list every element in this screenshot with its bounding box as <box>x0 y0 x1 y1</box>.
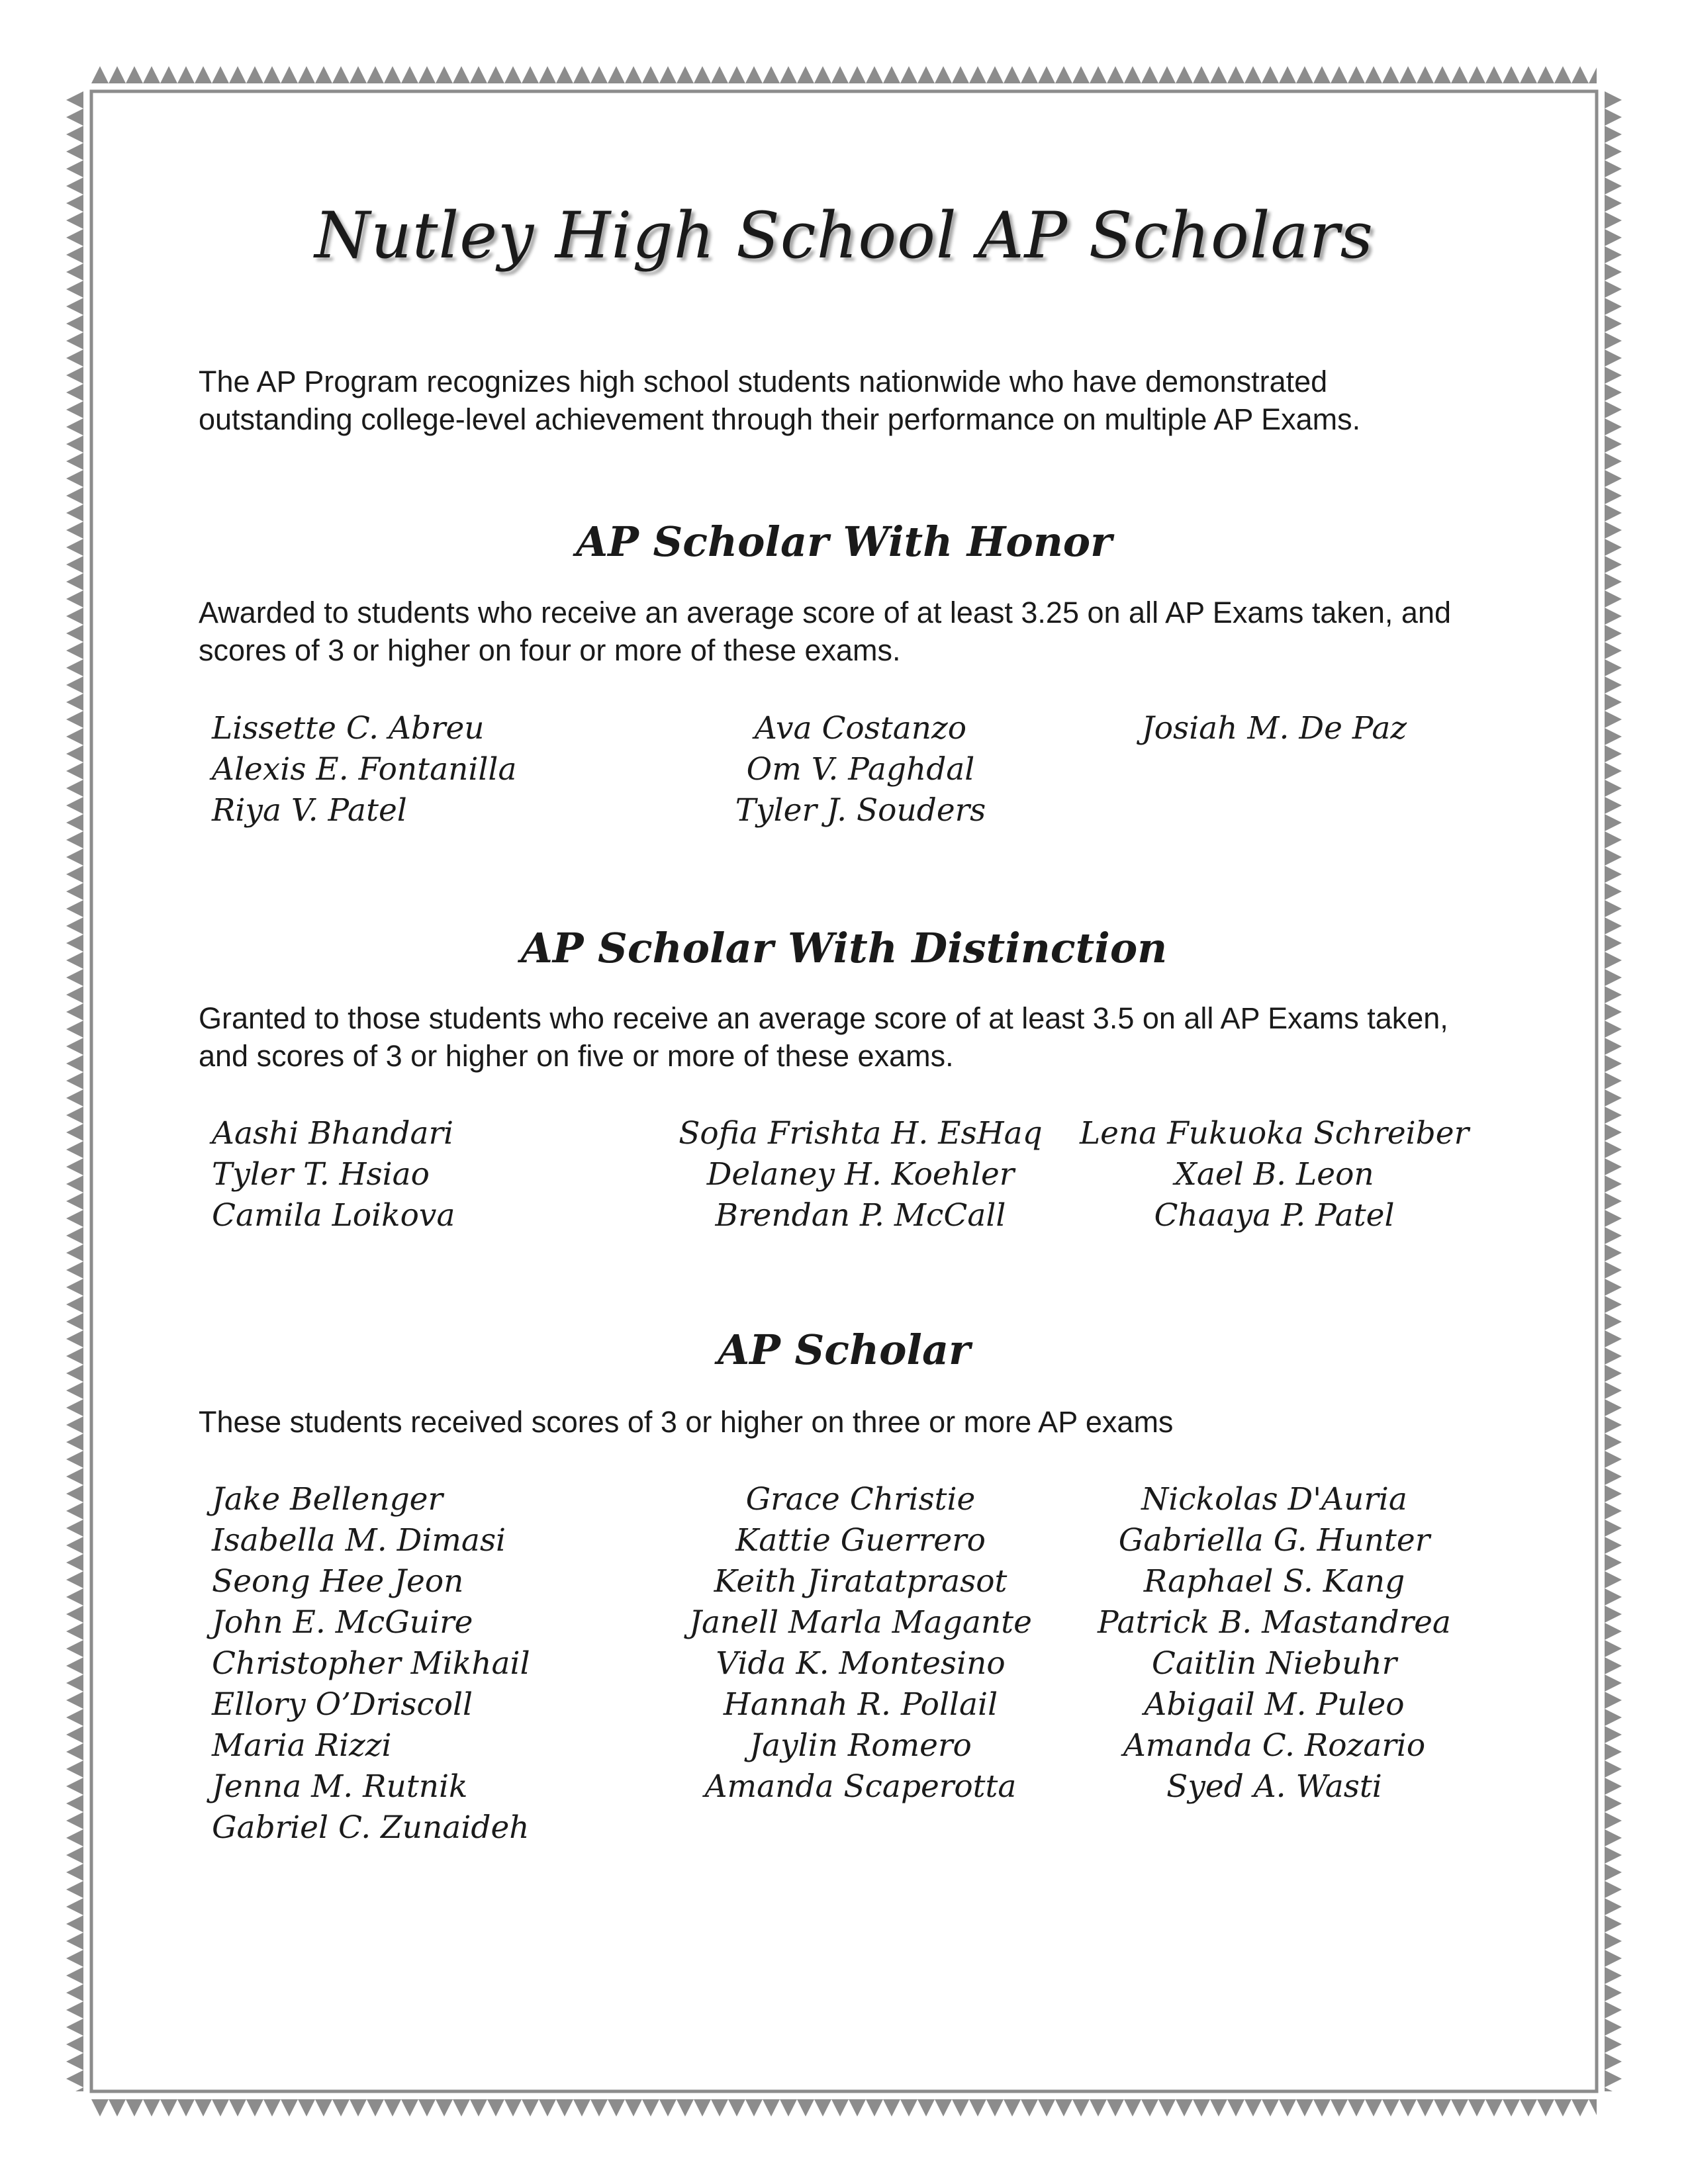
section-description-scholar: These students received scores of 3 or higher on three or more AP exams <box>199 1405 1174 1439</box>
list-item: Lena Fukuoka Schreiber <box>1079 1115 1470 1152</box>
list-item: Abigail M. Puleo <box>1144 1686 1405 1723</box>
scholar-column-1 <box>212 1479 655 1848</box>
list-item: Jaylin Romero <box>749 1727 972 1764</box>
scholar-name-list <box>212 1479 1483 1848</box>
honor-name-list <box>212 708 1483 831</box>
intro-paragraph: The AP Program recognizes high school students nationwide who have demonstrated outstanding college-level achievement through their performance on multiple AP Exams. <box>199 365 1361 436</box>
list-item: Amanda C. Rozario <box>1123 1727 1426 1764</box>
list-item: Tyler J. Souders <box>735 792 986 829</box>
list-item: Alexis E. Fontanilla <box>212 751 517 788</box>
list-item: Josiah M. De Paz <box>1141 710 1407 747</box>
list-item: Keith Jiratatprasot <box>714 1563 1008 1600</box>
list-item: Xael B. Leon <box>1174 1156 1374 1193</box>
list-item: Om V. Paghdal <box>746 751 975 788</box>
distinction-column-1 <box>212 1113 655 1236</box>
list-item: Tyler T. Hsiao <box>212 1156 430 1193</box>
list-item: Caitlin Niebuhr <box>1151 1645 1397 1682</box>
list-item: Syed A. Wasti <box>1166 1768 1382 1805</box>
list-item: Delaney H. Koehler <box>706 1156 1015 1193</box>
list-item: Vida K. Montesino <box>716 1645 1006 1682</box>
list-item: Raphael S. Kang <box>1143 1563 1405 1600</box>
distinction-name-list <box>212 1113 1483 1236</box>
list-item: Patrick B. Mastandrea <box>1098 1604 1451 1641</box>
list-item: Jenna M. Rutnik <box>212 1768 468 1805</box>
list-item: Ava Costanzo <box>754 710 967 747</box>
distinction-column-3 <box>1066 1113 1483 1236</box>
list-item: Gabriella G. Hunter <box>1118 1522 1430 1559</box>
list-item: John E. McGuire <box>212 1604 473 1641</box>
list-item: Isabella M. Dimasi <box>212 1522 506 1559</box>
distinction-column-2 <box>655 1113 1066 1236</box>
section-heading-distinction: AP Scholar With Distinction <box>520 924 1168 972</box>
list-item: Janell Marla Magante <box>689 1604 1032 1641</box>
list-item: Riya V. Patel <box>212 792 407 829</box>
section-description-honor: Awarded to students who receive an average score of at least 3.25 on all AP Exams taken, and scores of 3 or higher on four or more of these exams. <box>199 596 1451 667</box>
list-item: Gabriel C. Zunaideh <box>212 1809 530 1846</box>
list-item: Christopher Mikhail <box>212 1645 530 1682</box>
list-item: Amanda Scaperotta <box>704 1768 1017 1805</box>
list-item: Brendan P. McCall <box>715 1197 1006 1234</box>
list-item: Sofia Frishta H. EsHaq <box>679 1115 1043 1152</box>
scholar-column-2 <box>655 1479 1066 1848</box>
list-item: Camila Loikova <box>212 1197 455 1234</box>
list-item: Chaaya P. Patel <box>1154 1197 1395 1234</box>
page-title: Nutley High School AP Scholars <box>314 199 1374 273</box>
list-item: Nickolas D'Auria <box>1141 1481 1407 1518</box>
list-item: Lissette C. Abreu <box>212 710 485 747</box>
honor-column-1 <box>212 708 655 831</box>
honor-column-3 <box>1066 708 1483 831</box>
section-heading-scholar: AP Scholar <box>718 1326 970 1374</box>
list-item: Jake Bellenger <box>212 1481 443 1518</box>
list-item: Kattie Guerrero <box>735 1522 986 1559</box>
list-item: Aashi Bhandari <box>212 1115 454 1152</box>
list-item: Seong Hee Jeon <box>212 1563 464 1600</box>
section-description-distinction: Granted to those students who receive an average score of at least 3.5 on all AP Exams taken, and scores of 3 or higher on five or more of these exams. <box>199 1001 1448 1073</box>
document-body <box>199 0 1489 2184</box>
section-heading-honor: AP Scholar With Honor <box>576 518 1112 566</box>
list-item: Ellory O’Driscoll <box>212 1686 473 1723</box>
list-item: Hannah R. Pollail <box>723 1686 998 1723</box>
honor-column-2 <box>655 708 1066 831</box>
list-item: Grace Christie <box>745 1481 976 1518</box>
scholar-column-3 <box>1066 1479 1483 1848</box>
list-item: Maria Rizzi <box>212 1727 392 1764</box>
